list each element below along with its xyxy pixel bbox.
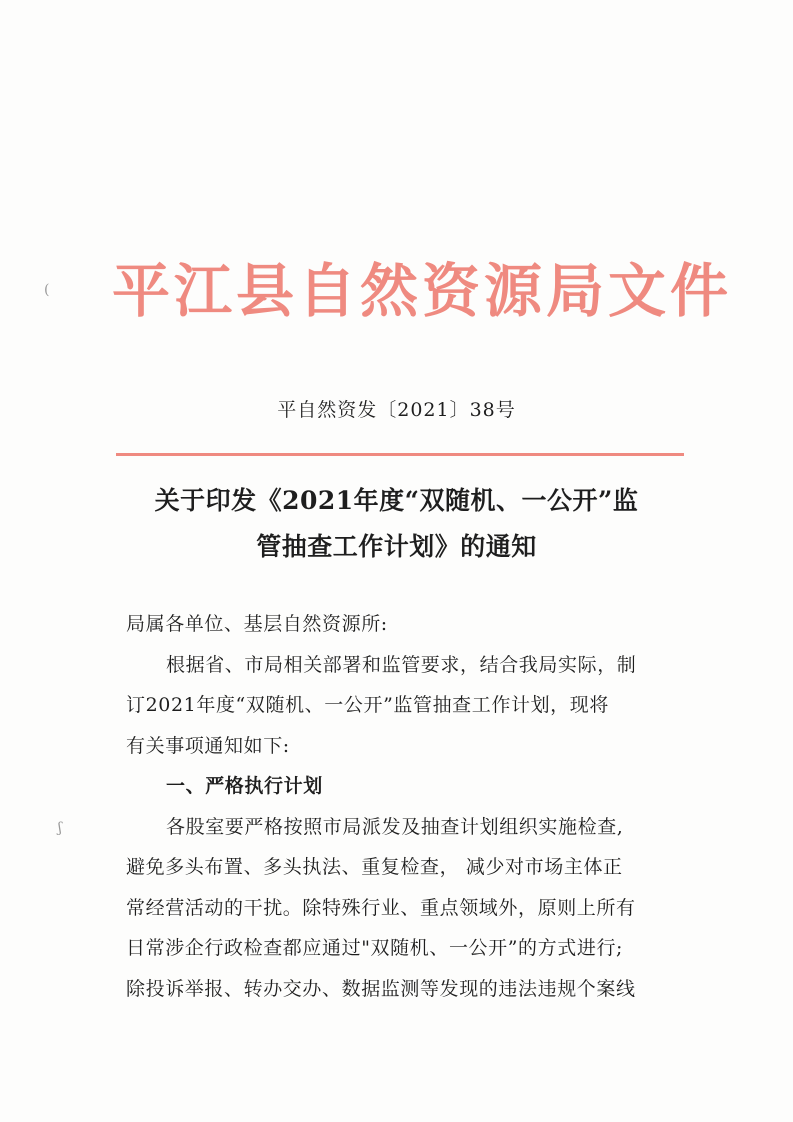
section-heading: 一、严格执行计划 [166,775,323,797]
document-number: 平自然资发〔2021〕38号 [277,399,516,421]
masthead-title: 平江县自然资源局文件 [112,257,733,325]
document-title [100,478,693,570]
paragraph-1-line: 订2021年度“双随机、一公开”监管抽查工作计划，现将 [126,694,609,716]
paragraph-2-line: 除投诉举报、转办交办、数据监测等发现的违法违规个案线 [126,977,636,1000]
scan-speck: ( [44,282,50,298]
paragraph-2-line: 各股室要严格按照市局派发及抽查计划组织实施检查, [166,815,624,838]
paragraph-2-line: 日常涉企行政检查都应通过"双随机、一公开”的方式进行; [126,937,624,959]
red-divider-line [116,453,684,456]
title-line-2: 管抽查工作计划》的通知 [256,532,537,561]
scan-speck: ʃ [58,820,62,836]
paragraph-2-line: 避免多头布置、多头执法、重复检查， 减少对市场主体正 [126,856,623,878]
paragraph-2-line: 常经营活动的干扰。除特殊行业、重点领域外，原则上所有 [126,896,636,919]
paragraph-1-line: 有关事项通知如下: [126,734,290,757]
paragraph-1-line: 根据省、市局相关部署和监管要求，结合我局实际，制 [166,653,637,676]
salutation: 局属各单位、基层自然资源所: [126,613,388,635]
title-line-1: 关于印发《2021年度“双随机、一公开”监 [154,486,639,515]
document-body [126,604,666,1009]
